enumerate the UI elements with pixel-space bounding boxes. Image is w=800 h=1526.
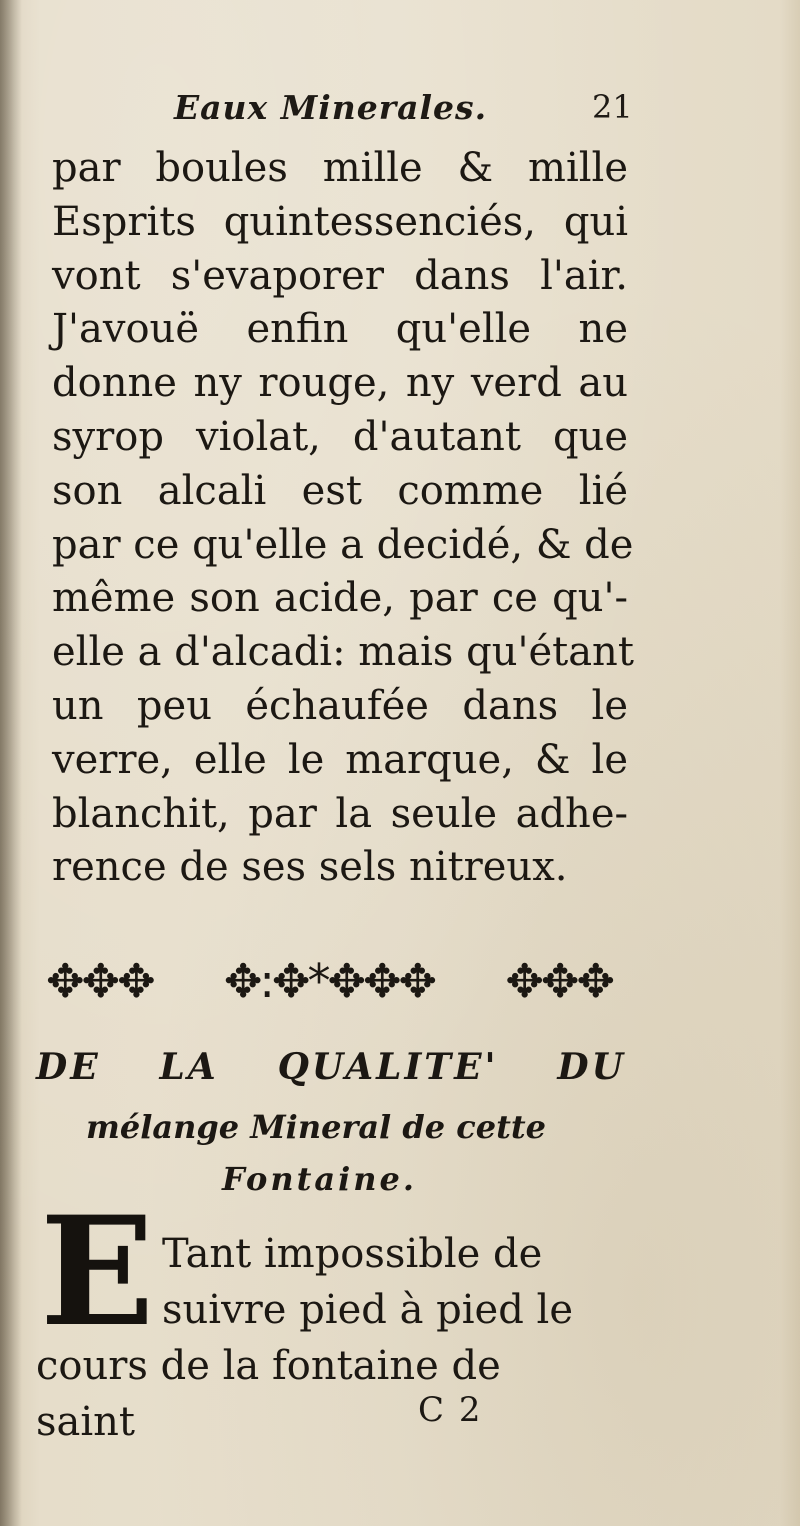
ornament-band-icon: ✥✥✥ ✥:✥*✥✥✥ ✥✥✥	[46, 954, 612, 1008]
text-line: vont s'evaporer dans l'air.	[52, 252, 628, 299]
body-paragraph	[52, 142, 634, 895]
gutter-shadow	[0, 0, 22, 1526]
text-line: J'avouë enfin qu'elle ne	[52, 306, 628, 353]
running-title: Eaux Minerales.	[174, 88, 488, 127]
text-line: donne ny rouge, ny verd au	[52, 360, 628, 407]
page-number: 21	[592, 88, 633, 126]
second-paragraph	[36, 1226, 598, 1450]
text-line: un peu échaufée dans le	[52, 682, 628, 729]
drop-cap: E	[40, 1184, 155, 1360]
text-line: cours de la fontaine de saint	[36, 1343, 501, 1445]
text-line: blanchit, par la seule adhe-	[52, 790, 628, 837]
text-line: elle a d'alcadi: mais qu'étant	[52, 629, 634, 676]
text-line: rence de ses sels nitreux.	[52, 844, 568, 891]
text-line: même son acide, par ce qu'-	[52, 575, 628, 622]
section-heading-line2: mélange Mineral de cette	[86, 1108, 546, 1146]
text-line: verre, elle le marque, & le	[52, 736, 628, 783]
section-heading-line3: Fontaine.	[222, 1160, 418, 1198]
signature-mark: C 2	[418, 1390, 483, 1430]
text-line: Esprits quintessenciés, qui	[52, 198, 628, 245]
text-line: suivre pied à pied le	[162, 1287, 573, 1333]
text-line: Tant impossible de	[162, 1231, 543, 1277]
section-heading-line1: DE LA QUALITE' DU	[36, 1046, 626, 1088]
text-line: son alcali est comme lié	[52, 467, 628, 514]
text-line: par boules mille & mille	[52, 145, 628, 191]
page-header	[0, 88, 800, 138]
text-line: par ce qu'elle a decidé, & de	[52, 521, 634, 568]
text-line: syrop violat, d'autant que	[52, 413, 628, 460]
